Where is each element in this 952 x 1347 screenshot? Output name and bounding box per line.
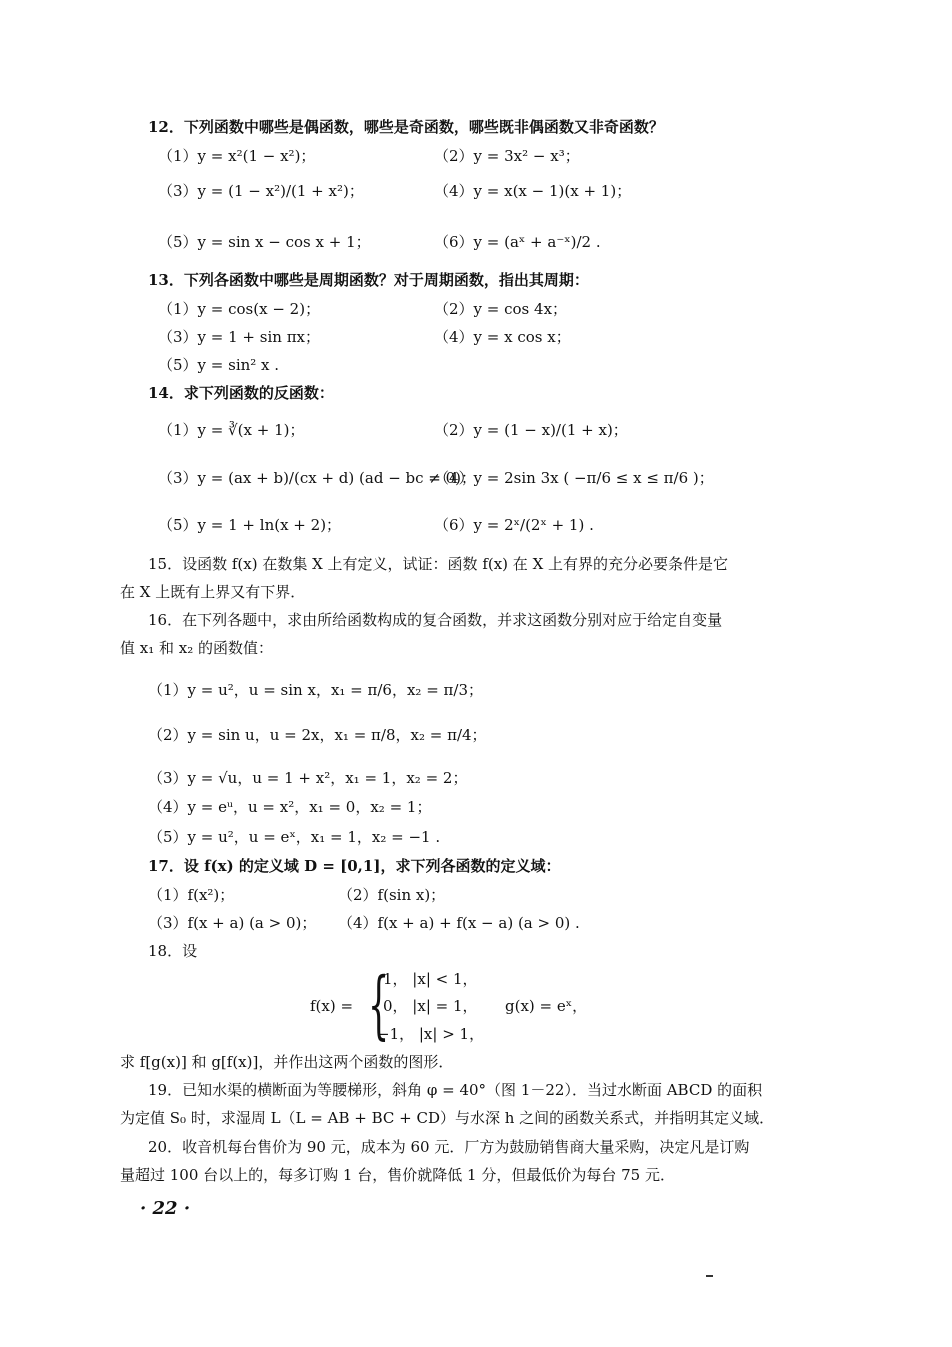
exercise-19-line-1: 19．已知水渠的横断面为等腰梯形，斜角 φ = 40°（图 1－22）．当过水断面 ABCD 的面积 xyxy=(148,1081,763,1099)
exercise-14-item-4: （4）y = 2sin 3x ( −π/6 ≤ x ≤ π/6 )； xyxy=(434,469,714,487)
exercise-18-question: 求 f[g(x)] 和 g[f(x)]，并作出这两个函数的图形． xyxy=(120,1053,454,1071)
exercise-14-heading: 14．求下列函数的反函数： xyxy=(148,384,334,402)
piecewise-lhs: f(x) = xyxy=(310,997,354,1015)
exercise-13-heading: 13．下列各函数中哪些是周期函数？对于周期函数，指出其周期： xyxy=(148,271,589,289)
exercise-17-item-3: （3）f(x + a) (a > 0)； xyxy=(148,914,317,932)
exercise-12-heading: 12．下列函数中哪些是偶函数，哪些是奇函数，哪些既非偶函数又非奇函数？ xyxy=(148,118,664,136)
piecewise-case-1: 1， |x| < 1， xyxy=(383,970,478,988)
page-number: · 22 · xyxy=(140,1198,191,1219)
exercise-14-item-3: （3）y = (ax + b)/(cx + d) (ad − bc ≠ 0)； xyxy=(158,469,477,487)
exercise-12-item-2: （2）y = 3x² − x³； xyxy=(434,147,580,165)
exercise-15-line-1: 15．设函数 f(x) 在数集 X 上有定义，试证：函数 f(x) 在 X 上有界的充分必要条件是它 xyxy=(148,555,729,573)
exercise-12-item-5: （5）y = sin x − cos x + 1； xyxy=(158,233,371,251)
left-brace-icon: { xyxy=(368,962,390,1048)
scan-speck xyxy=(706,1275,713,1277)
exercise-17-item-4: （4）f(x + a) + f(x − a) (a > 0) . xyxy=(338,914,580,932)
exercise-16-line-1: 16．在下列各题中，求由所给函数构成的复合函数，并求这函数分别对应于给定自变量 xyxy=(148,611,723,629)
exercise-16-item-3: （3）y = √u，u = 1 + x²，x₁ = 1，x₂ = 2； xyxy=(148,769,468,787)
exercise-12-item-1: （1）y = x²(1 − x²)； xyxy=(158,147,316,165)
exercise-14-item-1: （1）y = ∛(x + 1)； xyxy=(158,421,305,439)
exercise-14-item-2: （2）y = (1 − x)/(1 + x)； xyxy=(434,421,628,439)
g-definition: g(x) = eˣ， xyxy=(505,997,588,1015)
exercise-12-item-6: （6）y = (aˣ + a⁻ˣ)/2 . xyxy=(434,233,601,251)
exercise-12-item-4: （4）y = x(x − 1)(x + 1)； xyxy=(434,182,632,200)
exercise-13-item-3: （3）y = 1 + sin πx； xyxy=(158,328,321,346)
exercise-12-item-3: （3）y = (1 − x²)/(1 + x²)； xyxy=(158,182,364,200)
exercise-14-item-5: （5）y = 1 + ln(x + 2)； xyxy=(158,516,342,534)
exercise-20-line-1: 20．收音机每台售价为 90 元，成本为 60 元．厂方为鼓励销售商大量采购，决定凡是订购 xyxy=(148,1138,750,1156)
exercise-13-item-1: （1）y = cos(x − 2)； xyxy=(158,300,321,318)
exercise-16-item-5: （5）y = u²，u = eˣ，x₁ = 1，x₂ = −1 . xyxy=(148,828,441,846)
exercise-16-line-2: 值 x₁ 和 x₂ 的函数值： xyxy=(120,639,274,657)
exercise-19-line-2: 为定值 S₀ 时，求湿周 L（L = AB + BC + CD）与水深 h 之间的函数关系式，并指明其定义域． xyxy=(120,1109,775,1127)
exercise-17-item-2: （2）f(sin x)； xyxy=(338,886,446,904)
exercise-13-item-5: （5）y = sin² x . xyxy=(158,356,280,374)
exercise-13-item-4: （4）y = x cos x； xyxy=(434,328,571,346)
exercise-13-item-2: （2）y = cos 4x； xyxy=(434,300,568,318)
exercise-18-heading: 18．设 xyxy=(148,942,198,960)
exercise-20-line-2: 量超过 100 台以上的，每多订购 1 台，售价就降低 1 分，但最低价为每台 75 元． xyxy=(120,1166,675,1184)
exercise-17-item-1: （1）f(x²)； xyxy=(148,886,235,904)
exercise-17-heading: 17．设 f(x) 的定义域 D = [0,1]，求下列各函数的定义域： xyxy=(148,857,561,875)
piecewise-case-3: −1， |x| > 1， xyxy=(377,1025,485,1043)
exercise-14-item-6: （6）y = 2ˣ/(2ˣ + 1) . xyxy=(434,516,594,534)
exercise-15-line-2: 在 X 上既有上界又有下界． xyxy=(120,583,306,601)
piecewise-case-2: 0， |x| = 1， xyxy=(383,997,478,1015)
exercise-16-item-2: （2）y = sin u，u = 2x，x₁ = π/8，x₂ = π/4； xyxy=(148,726,487,744)
exercise-16-item-1: （1）y = u²，u = sin x，x₁ = π/6，x₂ = π/3； xyxy=(148,681,484,699)
exercise-16-item-4: （4）y = eᵘ，u = x²，x₁ = 0，x₂ = 1； xyxy=(148,798,432,816)
